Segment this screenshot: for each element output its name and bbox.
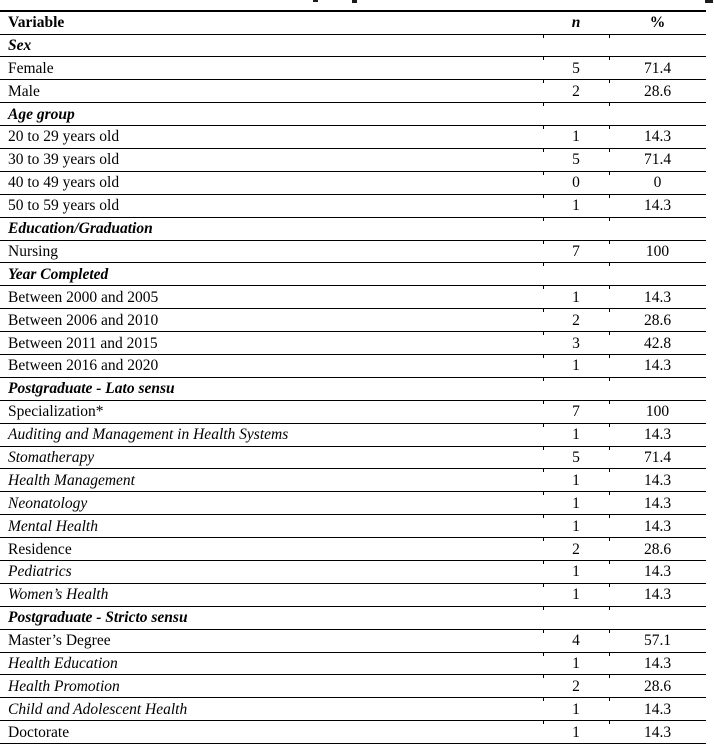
row-label: Health Promotion — [0, 675, 543, 698]
row-pct: 42.8 — [609, 332, 706, 355]
participants-table — [0, 10, 706, 744]
row-n: 7 — [543, 400, 609, 423]
table-row — [0, 103, 706, 126]
row-pct: 100 — [609, 240, 706, 263]
row-pct — [609, 263, 706, 286]
row-n: 1 — [543, 126, 609, 149]
table-row — [0, 80, 706, 103]
table-row — [0, 148, 706, 171]
row-pct: 71.4 — [609, 57, 706, 80]
row-n: 5 — [543, 57, 609, 80]
row-pct: 14.3 — [609, 698, 706, 721]
row-n — [543, 377, 609, 400]
row-label: Sex — [0, 34, 543, 57]
row-label: Doctorate — [0, 721, 543, 744]
row-label: Auditing and Management in Health Systems — [0, 423, 543, 446]
row-pct: 14.3 — [609, 652, 706, 675]
row-pct: 14.3 — [609, 354, 706, 377]
row-n: 1 — [543, 652, 609, 675]
row-n: 5 — [543, 148, 609, 171]
row-label: Male — [0, 80, 543, 103]
table-row — [0, 354, 706, 377]
row-pct: 28.6 — [609, 675, 706, 698]
table-row — [0, 515, 706, 538]
table-row — [0, 721, 706, 744]
table-row — [0, 194, 706, 217]
table-row — [0, 309, 706, 332]
table-row — [0, 171, 706, 194]
table-row — [0, 629, 706, 652]
table-row — [0, 400, 706, 423]
row-n: 4 — [543, 629, 609, 652]
row-label: Between 2006 and 2010 — [0, 309, 543, 332]
row-pct: 14.3 — [609, 286, 706, 309]
row-n — [543, 263, 609, 286]
row-pct: 57.1 — [609, 629, 706, 652]
table-row — [0, 469, 706, 492]
row-pct: 14.3 — [609, 515, 706, 538]
row-n — [543, 34, 609, 57]
col-header-percent: % — [609, 11, 706, 34]
row-pct: 28.6 — [609, 309, 706, 332]
col-header-n: n — [543, 11, 609, 34]
row-n: 2 — [543, 309, 609, 332]
row-pct: 14.3 — [609, 126, 706, 149]
row-pct: 14.3 — [609, 583, 706, 606]
row-label: Age group — [0, 103, 543, 126]
row-pct — [609, 377, 706, 400]
table-body — [0, 34, 706, 744]
row-label: Stomatherapy — [0, 446, 543, 469]
row-n: 1 — [543, 492, 609, 515]
table-row — [0, 675, 706, 698]
row-label: 40 to 49 years old — [0, 171, 543, 194]
row-n: 1 — [543, 583, 609, 606]
row-n: 2 — [543, 538, 609, 561]
row-pct: 28.6 — [609, 538, 706, 561]
row-n: 1 — [543, 286, 609, 309]
row-pct: 28.6 — [609, 80, 706, 103]
table-row — [0, 446, 706, 469]
row-pct: 14.3 — [609, 194, 706, 217]
row-pct: 14.3 — [609, 492, 706, 515]
row-pct: 14.3 — [609, 721, 706, 744]
table-row — [0, 286, 706, 309]
table-row — [0, 560, 706, 583]
table-row — [0, 217, 706, 240]
row-label: Residence — [0, 538, 543, 561]
row-n: 7 — [543, 240, 609, 263]
row-label: 20 to 29 years old — [0, 126, 543, 149]
row-n: 1 — [543, 698, 609, 721]
row-pct: 14.3 — [609, 469, 706, 492]
table-row — [0, 126, 706, 149]
table-row — [0, 332, 706, 355]
row-label: Health Management — [0, 469, 543, 492]
table-row — [0, 263, 706, 286]
row-label: Neonatology — [0, 492, 543, 515]
table-row — [0, 652, 706, 675]
row-pct — [609, 103, 706, 126]
row-label: Mental Health — [0, 515, 543, 538]
row-n: 5 — [543, 446, 609, 469]
row-label: Postgraduate - Stricto sensu — [0, 606, 543, 629]
table-row — [0, 423, 706, 446]
row-n: 0 — [543, 171, 609, 194]
row-n: 1 — [543, 721, 609, 744]
row-pct: 14.3 — [609, 423, 706, 446]
row-n: 1 — [543, 469, 609, 492]
row-label: Postgraduate - Lato sensu — [0, 377, 543, 400]
table-row — [0, 34, 706, 57]
row-pct: 14.3 — [609, 560, 706, 583]
row-label: Pediatrics — [0, 560, 543, 583]
row-label: Master’s Degree — [0, 629, 543, 652]
row-n — [543, 103, 609, 126]
table-header — [0, 11, 706, 34]
row-label: Education/Graduation — [0, 217, 543, 240]
row-label: Child and Adolescent Health — [0, 698, 543, 721]
row-n — [543, 606, 609, 629]
table-row — [0, 57, 706, 80]
row-pct: 71.4 — [609, 148, 706, 171]
row-n: 1 — [543, 354, 609, 377]
row-n: 1 — [543, 194, 609, 217]
row-n: 1 — [543, 560, 609, 583]
row-label: 30 to 39 years old — [0, 148, 543, 171]
row-pct — [609, 217, 706, 240]
row-label: Nursing — [0, 240, 543, 263]
table-row — [0, 492, 706, 515]
row-n: 1 — [543, 423, 609, 446]
row-label: Between 2000 and 2005 — [0, 286, 543, 309]
table-row — [0, 240, 706, 263]
row-n: 2 — [543, 675, 609, 698]
row-pct — [609, 34, 706, 57]
header-row — [0, 11, 706, 34]
row-n — [543, 217, 609, 240]
row-pct: 0 — [609, 171, 706, 194]
cropped-caption-fragment — [313, 0, 318, 2]
row-label: Female — [0, 57, 543, 80]
row-pct: 100 — [609, 400, 706, 423]
row-label: Between 2016 and 2020 — [0, 354, 543, 377]
row-label: Year Completed — [0, 263, 543, 286]
table-row — [0, 698, 706, 721]
row-n: 1 — [543, 515, 609, 538]
col-header-variable: Variable — [0, 11, 543, 34]
cropped-caption-fragment — [352, 0, 357, 3]
table-row — [0, 583, 706, 606]
row-label: Between 2011 and 2015 — [0, 332, 543, 355]
row-n: 2 — [543, 80, 609, 103]
row-label: 50 to 59 years old — [0, 194, 543, 217]
row-label: Health Education — [0, 652, 543, 675]
cropped-caption-fragment — [705, 0, 713, 3]
table-row — [0, 538, 706, 561]
row-label: Women’s Health — [0, 583, 543, 606]
table-row — [0, 606, 706, 629]
row-pct: 71.4 — [609, 446, 706, 469]
table-row — [0, 377, 706, 400]
row-pct — [609, 606, 706, 629]
row-n: 3 — [543, 332, 609, 355]
row-label: Specialization* — [0, 400, 543, 423]
